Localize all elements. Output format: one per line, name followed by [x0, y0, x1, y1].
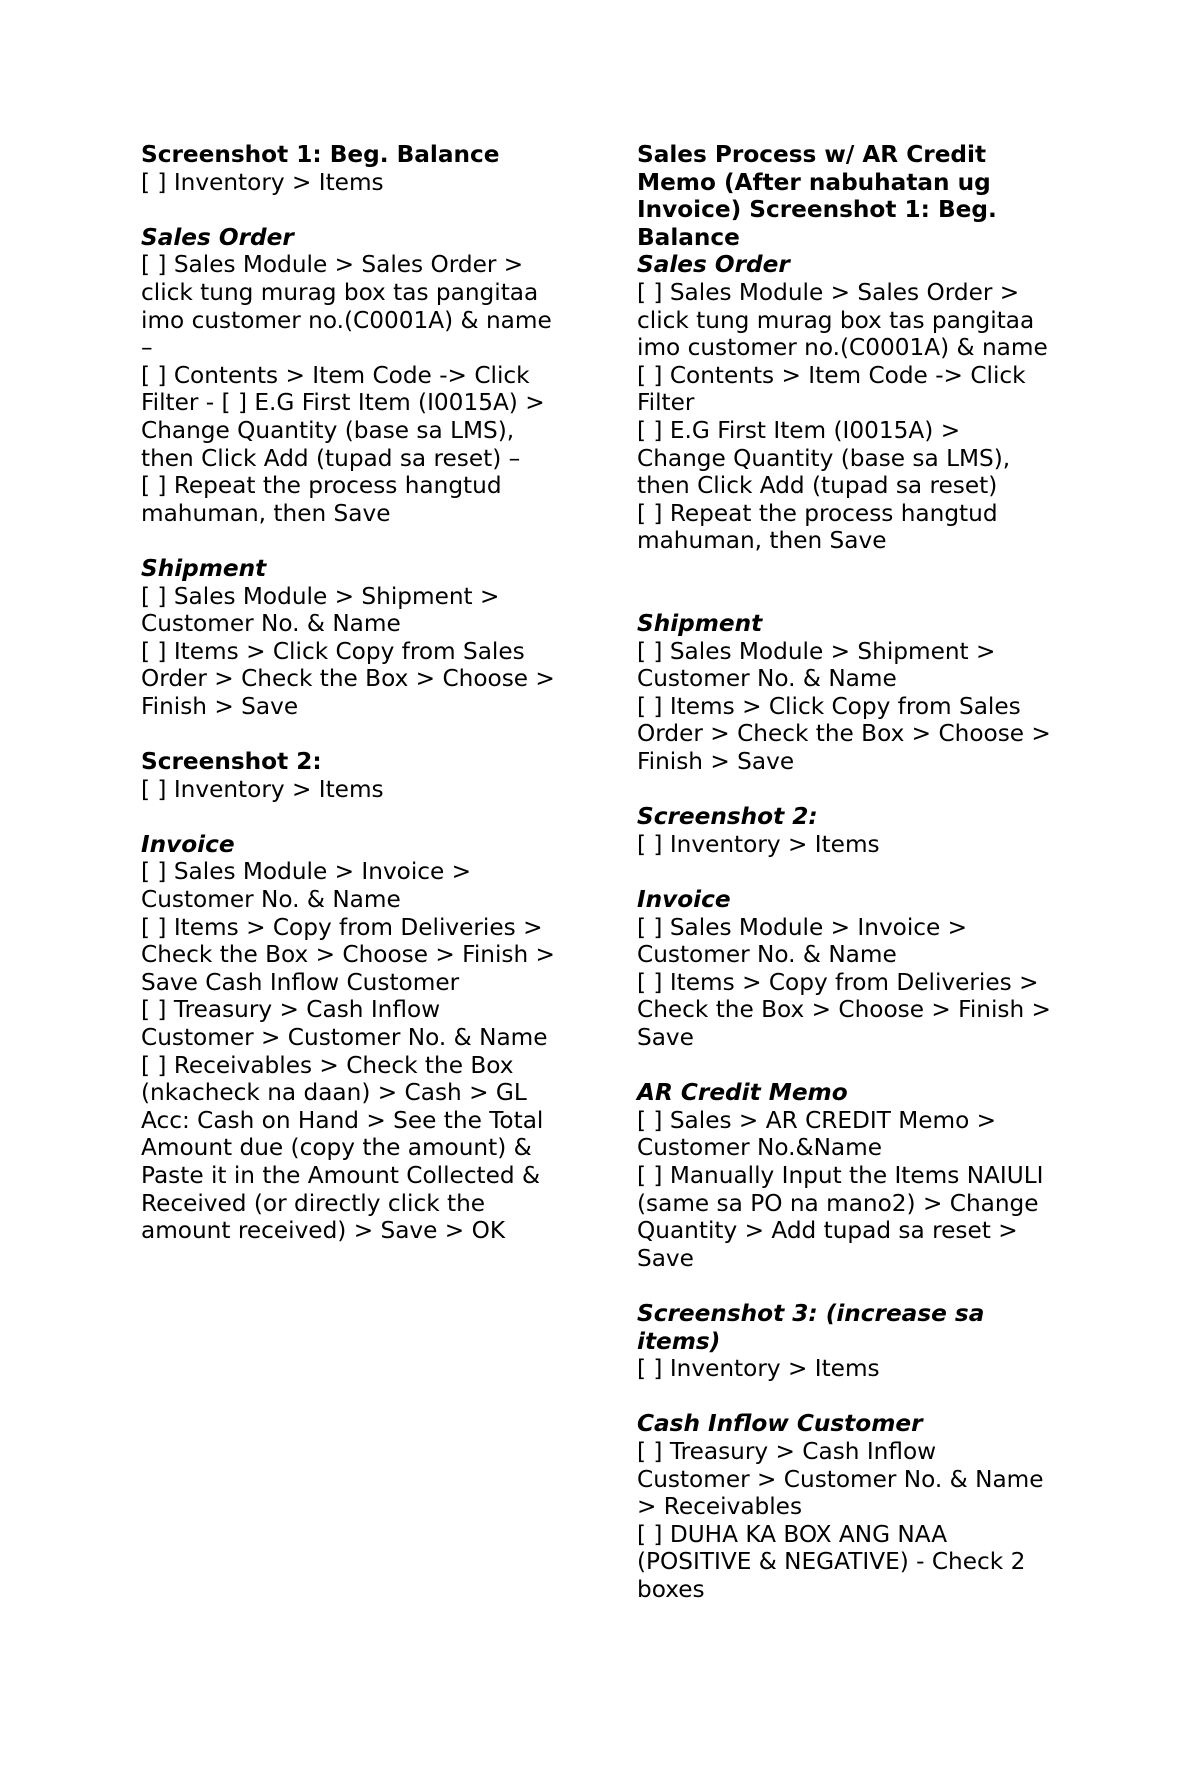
step-line: [ ] Sales Module > Shipment >	[141, 582, 500, 610]
shipment-heading: Shipment	[141, 554, 267, 582]
step-line: [ ] Treasury > Cash Inflow	[637, 1437, 937, 1465]
beg-balance-step: [ ] Inventory > Items	[141, 168, 384, 196]
process-title-line: Balance	[637, 223, 740, 251]
sales-order-heading: Sales Order	[141, 223, 294, 251]
cash-inflow-steps	[637, 1438, 1077, 1604]
step-line: Customer No.&Name	[637, 1134, 882, 1162]
step-line: [ ] Sales Module > Sales Order >	[637, 278, 1020, 306]
ar-credit-memo-steps	[637, 1107, 1077, 1273]
step-line: Order > Check the Box > Choose >	[637, 720, 1051, 748]
step-line: [ ] Items > Click Copy from Sales	[637, 692, 1021, 720]
step-line: Check the Box > Choose > Finish >	[637, 996, 1051, 1024]
step-line: click tung murag box tas pangitaa	[141, 278, 539, 306]
step-line: boxes	[637, 1575, 705, 1603]
step-line: Finish > Save	[141, 692, 299, 720]
left-column	[141, 141, 581, 1245]
step-line: [ ] Items > Click Copy from Sales	[141, 637, 525, 665]
step-line: [ ] Sales Module > Invoice >	[141, 858, 472, 886]
step-line: then Click Add (tupad sa reset)	[637, 472, 998, 500]
invoice-heading: Invoice	[637, 886, 731, 914]
invoice-heading: Invoice	[141, 830, 235, 858]
sales-order-steps	[637, 279, 1077, 555]
shipment-steps	[637, 638, 1077, 776]
process-title	[637, 141, 1077, 251]
screenshot-3-heading: Screenshot 3: (increase sa	[637, 1299, 985, 1327]
screenshot-2-title: Screenshot 2:	[141, 748, 322, 776]
step-line: Filter	[637, 389, 695, 417]
step-line: [ ] Treasury > Cash Inflow	[141, 996, 441, 1024]
sales-order-heading: Sales Order	[637, 251, 790, 279]
step-line: mahuman, then Save	[637, 527, 887, 555]
step-line: Customer > Customer No. & Name	[141, 1024, 548, 1051]
shipment-steps	[141, 583, 581, 721]
step-line: [ ] DUHA KA BOX ANG NAA	[637, 1520, 948, 1548]
step-line: Filter - [ ] E.G First Item (I0015A) >	[141, 389, 545, 417]
step-line: Save	[637, 1024, 694, 1051]
step-line: (nkacheck na daan) > Cash > GL	[141, 1079, 527, 1107]
step-line: [ ] Contents > Item Code -> Click	[637, 361, 1026, 389]
step-line: Received (or directly click the	[141, 1189, 486, 1217]
invoice-steps	[637, 914, 1077, 1052]
screenshot-3-heading: items)	[637, 1327, 721, 1355]
step-line: [ ] Sales > AR CREDIT Memo >	[637, 1106, 997, 1134]
step-line: [ ] Repeat the process hangtud	[637, 499, 998, 527]
step-line: > Receivables	[637, 1493, 803, 1521]
step-line: Customer No. & Name	[637, 941, 897, 969]
step-line: [ ] E.G First Item (I0015A) >	[637, 416, 961, 444]
step-line: Finish > Save	[637, 748, 795, 776]
screenshot-2-step: [ ] Inventory > Items	[637, 830, 880, 858]
shipment-heading: Shipment	[637, 610, 763, 638]
step-line: Customer > Customer No. & Name	[637, 1465, 1044, 1493]
right-column	[637, 141, 1077, 1603]
step-line: click tung murag box tas pangitaa	[637, 306, 1035, 334]
step-line: [ ] Manually Input the Items NAIULI	[637, 1161, 1044, 1189]
step-line: imo customer no.(C0001A) & name	[637, 334, 1048, 362]
step-line: Check the Box > Choose > Finish >	[141, 941, 555, 969]
step-line: (POSITIVE & NEGATIVE) - Check 2	[637, 1548, 1026, 1576]
step-line: [ ] Items > Copy from Deliveries >	[637, 968, 1039, 996]
step-line: imo customer no.(C0001A) & name	[141, 306, 552, 334]
step-line: Paste it in the Amount Collected &	[141, 1161, 541, 1189]
step-line: amount received) > Save > OK	[141, 1217, 506, 1245]
step-line: [ ] Sales Module > Sales Order >	[141, 251, 524, 279]
step-line: Quantity > Add tupad sa reset >	[637, 1217, 1018, 1245]
step-line: [ ] Repeat the process hangtud	[141, 472, 502, 500]
step-line: –	[141, 334, 153, 362]
step-line: [ ] Contents > Item Code -> Click	[141, 361, 530, 389]
step-line: Acc: Cash on Hand > See the Total	[141, 1106, 544, 1134]
process-title-line: Invoice) Screenshot 1: Beg.	[637, 196, 997, 224]
step-line: Save Cash Inflow Customer	[141, 968, 460, 996]
step-line: Change Quantity (base sa LMS),	[637, 444, 1011, 472]
step-line: Amount due (copy the amount) &	[141, 1134, 532, 1162]
ar-credit-memo-heading: AR Credit Memo	[637, 1079, 848, 1107]
step-line: [ ] Sales Module > Shipment >	[637, 637, 996, 665]
process-title-line: Memo (After nabuhatan ug	[637, 168, 991, 196]
screenshot-2-heading: Screenshot 2:	[637, 803, 818, 831]
invoice-steps	[141, 858, 581, 1244]
step-line: Customer No. & Name	[637, 665, 897, 693]
screenshot-2-step: [ ] Inventory > Items	[141, 775, 384, 803]
step-line: [ ] Items > Copy from Deliveries >	[141, 913, 543, 941]
cash-inflow-heading: Cash Inflow Customer	[637, 1410, 923, 1438]
beg-balance-title: Screenshot 1: Beg. Balance	[141, 141, 500, 168]
step-line: [ ] Receivables > Check the Box	[141, 1051, 514, 1079]
process-title-line: Sales Process w/ AR Credit	[637, 141, 987, 168]
screenshot-3-step: [ ] Inventory > Items	[637, 1355, 880, 1383]
step-line: Customer No. & Name	[141, 610, 401, 638]
step-line: mahuman, then Save	[141, 499, 391, 527]
step-line: Order > Check the Box > Choose >	[141, 665, 555, 693]
step-line: [ ] Sales Module > Invoice >	[637, 913, 968, 941]
step-line: Change Quantity (base sa LMS),	[141, 416, 515, 444]
sales-order-steps	[141, 251, 581, 527]
step-line: (same sa PO na mano2) > Change	[637, 1189, 1039, 1217]
step-line: then Click Add (tupad sa reset) –	[141, 444, 521, 472]
step-line: Customer No. & Name	[141, 886, 401, 914]
step-line: Save	[637, 1244, 694, 1272]
